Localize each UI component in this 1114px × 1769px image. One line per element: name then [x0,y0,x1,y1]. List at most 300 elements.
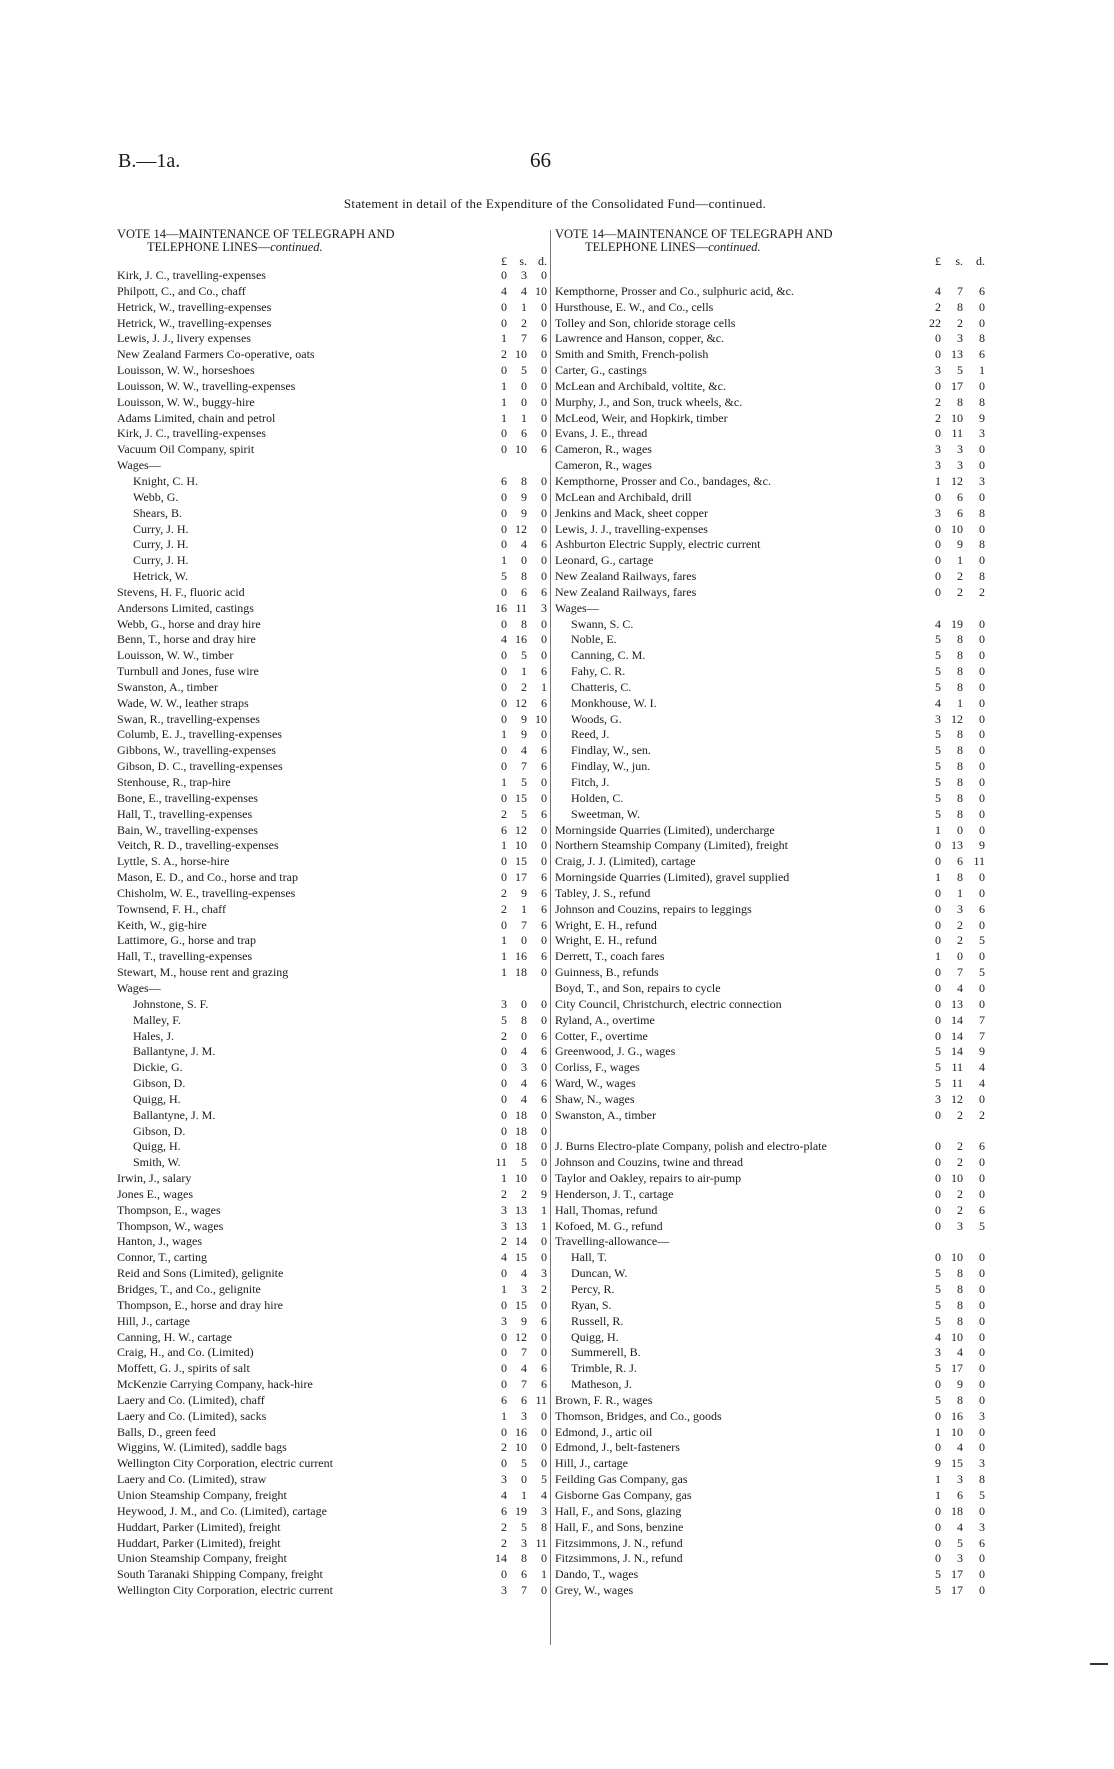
table-row [555,1108,985,1124]
pounds-value: 5 [935,1076,941,1091]
entry-description: Chatteris, C. [571,679,632,694]
table-row [555,807,985,823]
pounds-value: 5 [935,632,941,647]
pence-value: 0 [541,632,547,647]
table-row [117,490,547,506]
entry-description: Louisson, W. W., timber [117,648,234,663]
pence-value: 0 [541,363,547,378]
table-row [555,1425,985,1441]
pounds-value: 1 [501,965,507,980]
shillings-value: 2 [957,1139,963,1154]
table-row [117,316,547,332]
pounds-value: 1 [501,553,507,568]
pounds-value: 0 [501,299,507,314]
pence-value: 0 [979,727,985,742]
shillings-value: 5 [521,363,527,378]
table-row [117,743,547,759]
shillings-value: 8 [957,870,963,885]
document-reference: B.—1a. [118,150,181,172]
pence-value: 1 [541,1202,547,1217]
table-row [555,1314,985,1330]
table-row [555,680,985,696]
table-row [555,838,985,854]
shillings-value: 8 [957,632,963,647]
shillings-value: 2 [521,679,527,694]
table-row [555,918,985,934]
entry-description: Hall, T., travelling-expenses [117,806,253,821]
pounds-value: 0 [935,1440,941,1455]
shillings-value: 13 [951,838,963,853]
pounds-value: 0 [935,1155,941,1170]
entry-description: Percy, R. [571,1282,615,1296]
pence-value: 9 [979,410,985,425]
entry-description: Laery and Co. (Limited), straw [117,1472,267,1487]
entry-description: Hall, Thomas, refund [555,1202,658,1217]
pence-value: 0 [541,521,547,536]
table-row [555,1472,985,1488]
entry-description: Fitzsimmons, J. N., refund [555,1535,683,1550]
shillings-value: 10 [515,1171,527,1186]
pounds-value: 0 [935,1139,941,1154]
shillings-value: 10 [951,1171,963,1186]
table-row [555,316,985,332]
table-row [117,1155,547,1171]
pounds-value: 5 [935,1567,941,1582]
entry-description: Hetrick, W., travelling-expenses [117,315,272,330]
entry-description: Hanton, J., wages [117,1234,202,1249]
shillings-value: 3 [957,331,963,346]
shillings-value: 4 [521,1266,527,1281]
pounds-value: 4 [501,1250,507,1265]
table-row [555,1266,985,1282]
table-row [555,870,985,886]
table-row [117,1203,547,1219]
pounds-value: 0 [501,917,507,932]
pence-value: 2 [979,584,985,599]
pounds-value: 2 [501,901,507,916]
table-row [555,379,985,395]
shillings-value: 18 [515,1139,527,1154]
entry-description: Benn, T., horse and dray hire [117,632,256,647]
pounds-value: 0 [935,933,941,948]
entry-description: Webb, G. [133,489,179,504]
pence-value: 0 [979,980,985,995]
pence-value: 0 [541,553,547,568]
entry-description: Union Steamship Company, freight [117,1487,287,1502]
pence-value: 3 [979,1519,985,1534]
table-row [555,601,985,617]
pounds-value: 2 [501,1440,507,1455]
entry-description: Dando, T., wages [555,1567,639,1582]
shillings-value: 12 [951,711,963,726]
pounds-value: 0 [501,1567,507,1582]
shillings-value: 0 [521,378,527,393]
entry-description: Thompson, E., wages [117,1202,221,1217]
pounds-value: 0 [501,759,507,774]
pence-value: 0 [979,1345,985,1360]
pounds-value: 0 [501,1266,507,1281]
pounds-value: 4 [501,1487,507,1502]
entry-description: McLean and Archibald, drill [555,489,692,504]
pence-value: 0 [979,378,985,393]
pence-value: 0 [541,505,547,520]
pounds-value: 1 [935,1472,941,1487]
shillings-label: s. [519,254,527,268]
entry-description: McKenzie Carrying Company, hack-hire [117,1377,313,1392]
pounds-value: 1 [501,1282,507,1296]
pounds-value: 5 [935,1282,941,1296]
entry-description: Johnson and Couzins, repairs to leggings [555,901,752,916]
pence-value: 0 [979,1186,985,1201]
entry-description: Cameron, R., wages [555,458,652,473]
pence-value: 6 [541,1028,547,1043]
table-row [555,363,985,379]
pence-value: 0 [979,315,985,330]
shillings-value: 7 [521,1583,527,1598]
table-row [555,775,985,791]
pounds-value: 0 [935,901,941,916]
entry-description: Lawrence and Hanson, copper, &c. [555,331,725,346]
pounds-value: 0 [935,980,941,995]
pounds-value: 0 [501,1456,507,1471]
table-row [555,474,985,490]
table-row [555,1377,985,1393]
table-row [117,1234,547,1250]
shillings-value: 11 [951,1076,963,1091]
pounds-value: 4 [501,283,507,298]
pounds-value: 6 [501,822,507,837]
pence-value: 0 [541,426,547,441]
pounds-value: 0 [935,537,941,552]
shillings-value: 7 [957,283,963,298]
entry-description: Gibson, D. [133,1076,186,1091]
right-column-heading [555,228,985,254]
pence-value: 6 [979,901,985,916]
shillings-value: 8 [957,1266,963,1281]
table-row [555,965,985,981]
pence-value: 0 [979,743,985,758]
pounds-value: 3 [935,363,941,378]
table-row [555,1567,985,1583]
pence-value: 0 [979,521,985,536]
entry-description: Jenkins and Mack, sheet copper [555,505,708,520]
pounds-value: 22 [929,315,941,330]
pence-value: 9 [979,838,985,853]
entry-description: Wages— [555,600,599,615]
table-row [117,870,547,886]
table-row [555,949,985,965]
table-row [117,300,547,316]
table-row [117,664,547,680]
shillings-value: 6 [957,854,963,869]
pence-value: 6 [541,331,547,346]
shillings-value: 10 [951,1424,963,1439]
shillings-value: 6 [957,489,963,504]
entry-description: Findlay, W., jun. [571,759,651,774]
shillings-value: 4 [521,1044,527,1059]
entry-description: Balls, D., green feed [117,1424,216,1439]
shillings-value: 8 [521,1012,527,1027]
table-row [117,918,547,934]
entry-description: Philpott, C., and Co., chaff [117,283,246,298]
entry-description: Wellington City Corporation, electric current [117,1583,333,1598]
pounds-value: 3 [501,1218,507,1233]
shillings-value: 8 [521,569,527,584]
pounds-value: 0 [501,1123,507,1138]
left-expenditure-list [117,268,547,1599]
entry-description: Gibbons, W., travelling-expenses [117,743,276,758]
shillings-value: 10 [515,442,527,457]
pounds-value: 0 [501,315,507,330]
pounds-value: 0 [501,854,507,869]
table-row [117,411,547,427]
table-row [117,617,547,633]
shillings-value: 15 [515,1297,527,1312]
entry-description: Swanston, A., timber [117,679,218,694]
table-row [555,1187,985,1203]
entry-description: Thompson, E., horse and dray hire [117,1297,283,1312]
pence-value: 0 [541,268,547,282]
table-row [555,1536,985,1552]
entry-description: Hill, J., cartage [117,1313,190,1328]
pence-value: 0 [979,1329,985,1344]
shillings-value: 8 [957,806,963,821]
shillings-value: 6 [521,426,527,441]
pounds-value: 0 [501,711,507,726]
table-row [555,632,985,648]
table-row [117,1472,547,1488]
table-row [555,1282,985,1298]
entry-description: Veitch, R. D., travelling-expenses [117,838,279,853]
pence-value: 0 [979,1377,985,1392]
shillings-value: 12 [951,1091,963,1106]
pounds-value: 0 [501,1297,507,1312]
entry-description: Canning, C. M. [571,648,646,663]
pounds-value: 11 [495,1155,507,1170]
shillings-value: 16 [515,1424,527,1439]
pence-value: 0 [541,616,547,631]
table-row [117,1092,547,1108]
pounds-value: 0 [935,331,941,346]
shillings-value: 3 [521,1408,527,1423]
entry-description: Feilding Gas Company, gas [555,1472,688,1487]
table-row [555,664,985,680]
pounds-value: 5 [501,569,507,584]
pence-value: 8 [979,537,985,552]
entry-description: Wright, E. H., refund [555,917,657,932]
pounds-value: 4 [935,616,941,631]
table-row [117,537,547,553]
pounds-value: 3 [935,442,941,457]
pounds-value: 0 [935,1028,941,1043]
table-row [117,506,547,522]
pence-value: 6 [541,537,547,552]
entry-description: Swann, S. C. [571,616,634,631]
entry-description: J. Burns Electro-plate Company, polish and electro-plate [555,1139,827,1154]
entry-description: Louisson, W. W., horseshoes [117,363,255,378]
shillings-value: 2 [957,917,963,932]
shillings-value: 0 [521,933,527,948]
pounds-value: 0 [935,1202,941,1217]
pounds-label: £ [501,254,507,268]
table-row [117,426,547,442]
pounds-value: 5 [935,1392,941,1407]
entry-description: Wright, E. H., refund [555,933,657,948]
pounds-value: 0 [935,885,941,900]
entry-description: Wages— [117,980,161,995]
shillings-value: 13 [515,1218,527,1233]
pounds-value: 2 [501,885,507,900]
entry-description: Townsend, F. H., chaff [117,901,226,916]
pounds-value: 0 [935,1503,941,1518]
pounds-value: 1 [501,410,507,425]
pence-value: 6 [979,347,985,362]
shillings-value: 16 [515,949,527,964]
table-row [117,379,547,395]
table-row [555,791,985,807]
entry-description: Hursthouse, E. W., and Co., cells [555,299,714,314]
entry-description: Northern Steamship Company (Limited), freight [555,838,788,853]
pence-value: 0 [979,489,985,504]
left-column-heading [117,228,547,254]
pence-value: 2 [979,1107,985,1122]
table-row [555,1361,985,1377]
table-row [117,775,547,791]
pence-value: 6 [541,1044,547,1059]
shillings-value: 0 [957,822,963,837]
pence-value: 0 [541,1250,547,1265]
table-row [117,854,547,870]
pounds-value: 0 [501,442,507,457]
pounds-value: 0 [935,378,941,393]
table-row [117,1504,547,1520]
table-row [555,347,985,363]
shillings-value: 15 [515,1250,527,1265]
pence-value: 0 [541,1408,547,1423]
entry-description: City Council, Christchurch, electric connection [555,996,782,1011]
pence-value: 6 [541,870,547,885]
right-expenditure-list [555,268,985,1599]
pence-value: 6 [541,664,547,679]
table-row [555,1203,985,1219]
shillings-value: 3 [957,1218,963,1233]
pounds-value: 1 [501,394,507,409]
entry-description: Hall, F., and Sons, glazing [555,1503,682,1518]
pounds-value: 1 [501,1171,507,1186]
shillings-value: 5 [521,648,527,663]
table-row [117,522,547,538]
shillings-value: 5 [521,806,527,821]
pence-value: 6 [979,1202,985,1217]
pounds-value: 0 [501,1424,507,1439]
table-row [117,331,547,347]
table-row [117,1013,547,1029]
entry-description: Ryland, A., overtime [555,1012,655,1027]
pence-value: 0 [541,410,547,425]
pence-value: 1 [979,363,985,378]
shillings-value: 0 [521,996,527,1011]
table-row [555,585,985,601]
right-column [555,228,985,1599]
pounds-value: 4 [935,1329,941,1344]
entry-description: Bone, E., travelling-expenses [117,790,258,805]
shillings-value: 4 [957,1440,963,1455]
entry-description: Moffett, G. J., spirits of salt [117,1361,250,1376]
pounds-value: 3 [501,1583,507,1598]
shillings-value: 18 [515,1107,527,1122]
entry-description: Derrett, T., coach fares [555,949,665,964]
pence-value: 0 [979,822,985,837]
shillings-value: 2 [957,1202,963,1217]
table-row [117,759,547,775]
shillings-value: 6 [521,1392,527,1407]
pounds-value: 5 [935,1266,941,1281]
pounds-value: 0 [501,363,507,378]
shillings-value: 7 [521,1345,527,1360]
entry-description: Chisholm, W. E., travelling-expenses [117,885,296,900]
table-row [117,1409,547,1425]
pence-value: 0 [541,933,547,948]
shillings-value: 3 [521,268,527,282]
pence-value: 0 [979,664,985,679]
shillings-value: 8 [521,1551,527,1566]
table-row [555,823,985,839]
entry-description: Kempthorne, Prosser and Co., bandages, &c. [555,473,771,488]
entry-description: Matheson, J. [571,1377,632,1392]
entry-description: Smith and Smith, French-polish [555,347,709,362]
right-units-header [555,254,985,268]
pounds-value: 1 [501,331,507,346]
entry-description: Hetrick, W., travelling-expenses [117,299,272,314]
entry-description: Bain, W., travelling-expenses [117,822,258,837]
entry-description: Lattimore, G., horse and trap [117,933,256,948]
pounds-value: 0 [935,1377,941,1392]
pounds-value: 3 [501,996,507,1011]
shillings-value: 9 [521,885,527,900]
entry-description: Huddart, Parker (Limited), freight [117,1519,281,1534]
pence-value: 0 [979,996,985,1011]
pence-value: 7 [979,1028,985,1043]
entry-description: Curry, J. H. [133,553,189,568]
pounds-value: 0 [501,1361,507,1376]
shillings-value: 14 [951,1012,963,1027]
pounds-value: 5 [935,679,941,694]
page-number: 66 [530,148,551,172]
pence-value: 0 [979,711,985,726]
shillings-value: 12 [515,822,527,837]
entry-description: Greenwood, J. G., wages [555,1044,676,1059]
table-row [117,933,547,949]
pence-value: 0 [541,394,547,409]
pence-value: 0 [541,1297,547,1312]
table-row [117,1298,547,1314]
table-row [117,632,547,648]
entry-description: Fitzsimmons, J. N., refund [555,1551,683,1566]
shillings-value: 15 [515,790,527,805]
pence-value: 0 [541,569,547,584]
shillings-value: 8 [957,664,963,679]
entry-description: Russell, R. [571,1313,624,1328]
pounds-value: 1 [935,1487,941,1502]
pence-value: 6 [979,283,985,298]
left-units-header [117,254,547,268]
pence-value: 0 [541,1329,547,1344]
shillings-value: 3 [521,1535,527,1550]
pence-value: 0 [541,790,547,805]
pounds-value: 3 [935,1091,941,1106]
pounds-value: 0 [501,505,507,520]
pence-value: 0 [979,1171,985,1186]
